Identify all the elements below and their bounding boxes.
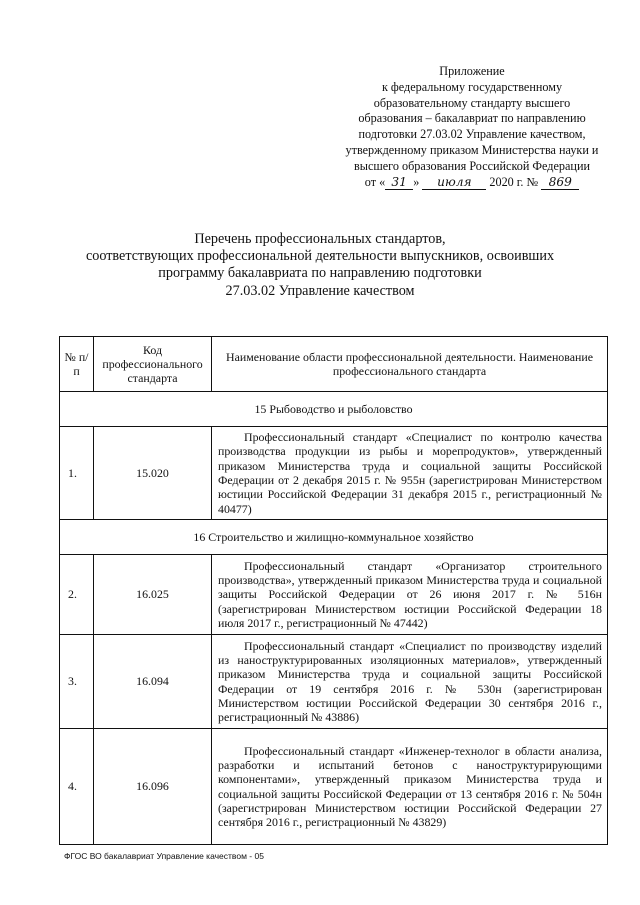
- row-number: 3.: [60, 635, 94, 729]
- standards-table: [59, 336, 608, 845]
- row-code: 16.096: [94, 729, 212, 845]
- table-row: [60, 729, 608, 845]
- section-title: 16 Строительство и жилищно-коммунальное хозяйство: [60, 520, 608, 555]
- header-num: № п/п: [60, 337, 94, 392]
- section-row: [60, 520, 608, 555]
- handwritten-order-number: 869: [541, 176, 579, 190]
- appendix-line: подготовки 27.03.02 Управление качеством,: [358, 127, 586, 142]
- row-description: Профессиональный стандарт «Инженер-технолог в области анализа, разработки и испытаний бетонов с наноструктурирующими компонентами», утвержденный приказом Министерства труда и социальной защиты Российской Федерации от 13 сентября 2016 г. № 504н (зарегистрирован Министерством юстиции Российской Федерации 27 сентября 2016 г., регистрационный № 43829): [212, 729, 608, 845]
- row-code: 16.025: [94, 555, 212, 635]
- appendix-line: образования – бакалавриат по направлению: [358, 111, 586, 126]
- page-footer: ФГОС ВО бакалавриат Управление качеством - 05: [64, 851, 264, 861]
- title-line: программу бакалавриата по направлению подготовки: [158, 265, 482, 282]
- row-number: 2.: [60, 555, 94, 635]
- table-row: [60, 555, 608, 635]
- row-description: Профессиональный стандарт «Специалист по производству изделий из наноструктурированных изоляционных материалов», утвержденный приказом Министерства труда и социальной защиты Российской Федерации от 19 сентября 2016 г. № 530н (зарегистрирован Министерством юстиции Российской Федерации 30 сентября 2016 г., регистрационный № 43886): [212, 635, 608, 729]
- row-code: 15.020: [94, 427, 212, 520]
- appendix-line: Приложение: [439, 64, 505, 78]
- row-description: Профессиональный стандарт «Специалист по контролю качества производства продукции из рыбы и морепродуктов», утвержденный приказом Министерства труда и социальной защиты Российской Федерации от 2 декабря 2015 г. № 955н (зарегистрирован Министерством юстиции Российской Федерации 31 декабря 2015 г., регистрационный № 40477): [212, 427, 608, 520]
- section-title: 15 Рыбоводство и рыболовство: [60, 392, 608, 427]
- appendix-line: высшего образования Российской Федерации: [354, 158, 590, 173]
- row-code: 16.094: [94, 635, 212, 729]
- header-code: Код профессионального стандарта: [94, 337, 212, 392]
- appendix-line: образовательному стандарту высшего: [373, 95, 571, 110]
- date-year: 2020 г. №: [489, 174, 539, 189]
- row-number: 1.: [60, 427, 94, 520]
- header-name: Наименование области профессиональной деятельности. Наименование профессионального стандарта: [212, 337, 608, 392]
- table-row: [60, 635, 608, 729]
- title-line: 27.03.02 Управление качеством: [225, 282, 415, 299]
- date-mid: »: [413, 174, 420, 189]
- title-line: соответствующих профессиональной деятельности выпускников, освоивших: [85, 248, 555, 265]
- appendix-line: к федеральному государственному: [381, 79, 563, 94]
- section-row: [60, 392, 608, 427]
- row-description: Профессиональный стандарт «Организатор строительного производства», утвержденный приказом Министерства труда и социальной защиты Российской Федерации от 26 июня 2017 г. № 516н (зарегистрирован Министерством юстиции Российской Федерации 18 июля 2017 г., регистрационный № 47442): [212, 555, 608, 635]
- handwritten-month: июля: [422, 176, 486, 190]
- row-number: 4.: [60, 729, 94, 845]
- appendix-block: [336, 64, 608, 190]
- table-row: [60, 427, 608, 520]
- date-prefix: от «: [364, 174, 386, 189]
- appendix-date-line: [336, 175, 608, 191]
- document-title: [70, 231, 570, 300]
- handwritten-day: 31: [385, 176, 413, 190]
- title-line: Перечень профессиональных стандартов,: [194, 231, 446, 247]
- table-header-row: [60, 337, 608, 392]
- appendix-line: утвержденному приказом Министерства науки и: [345, 142, 599, 157]
